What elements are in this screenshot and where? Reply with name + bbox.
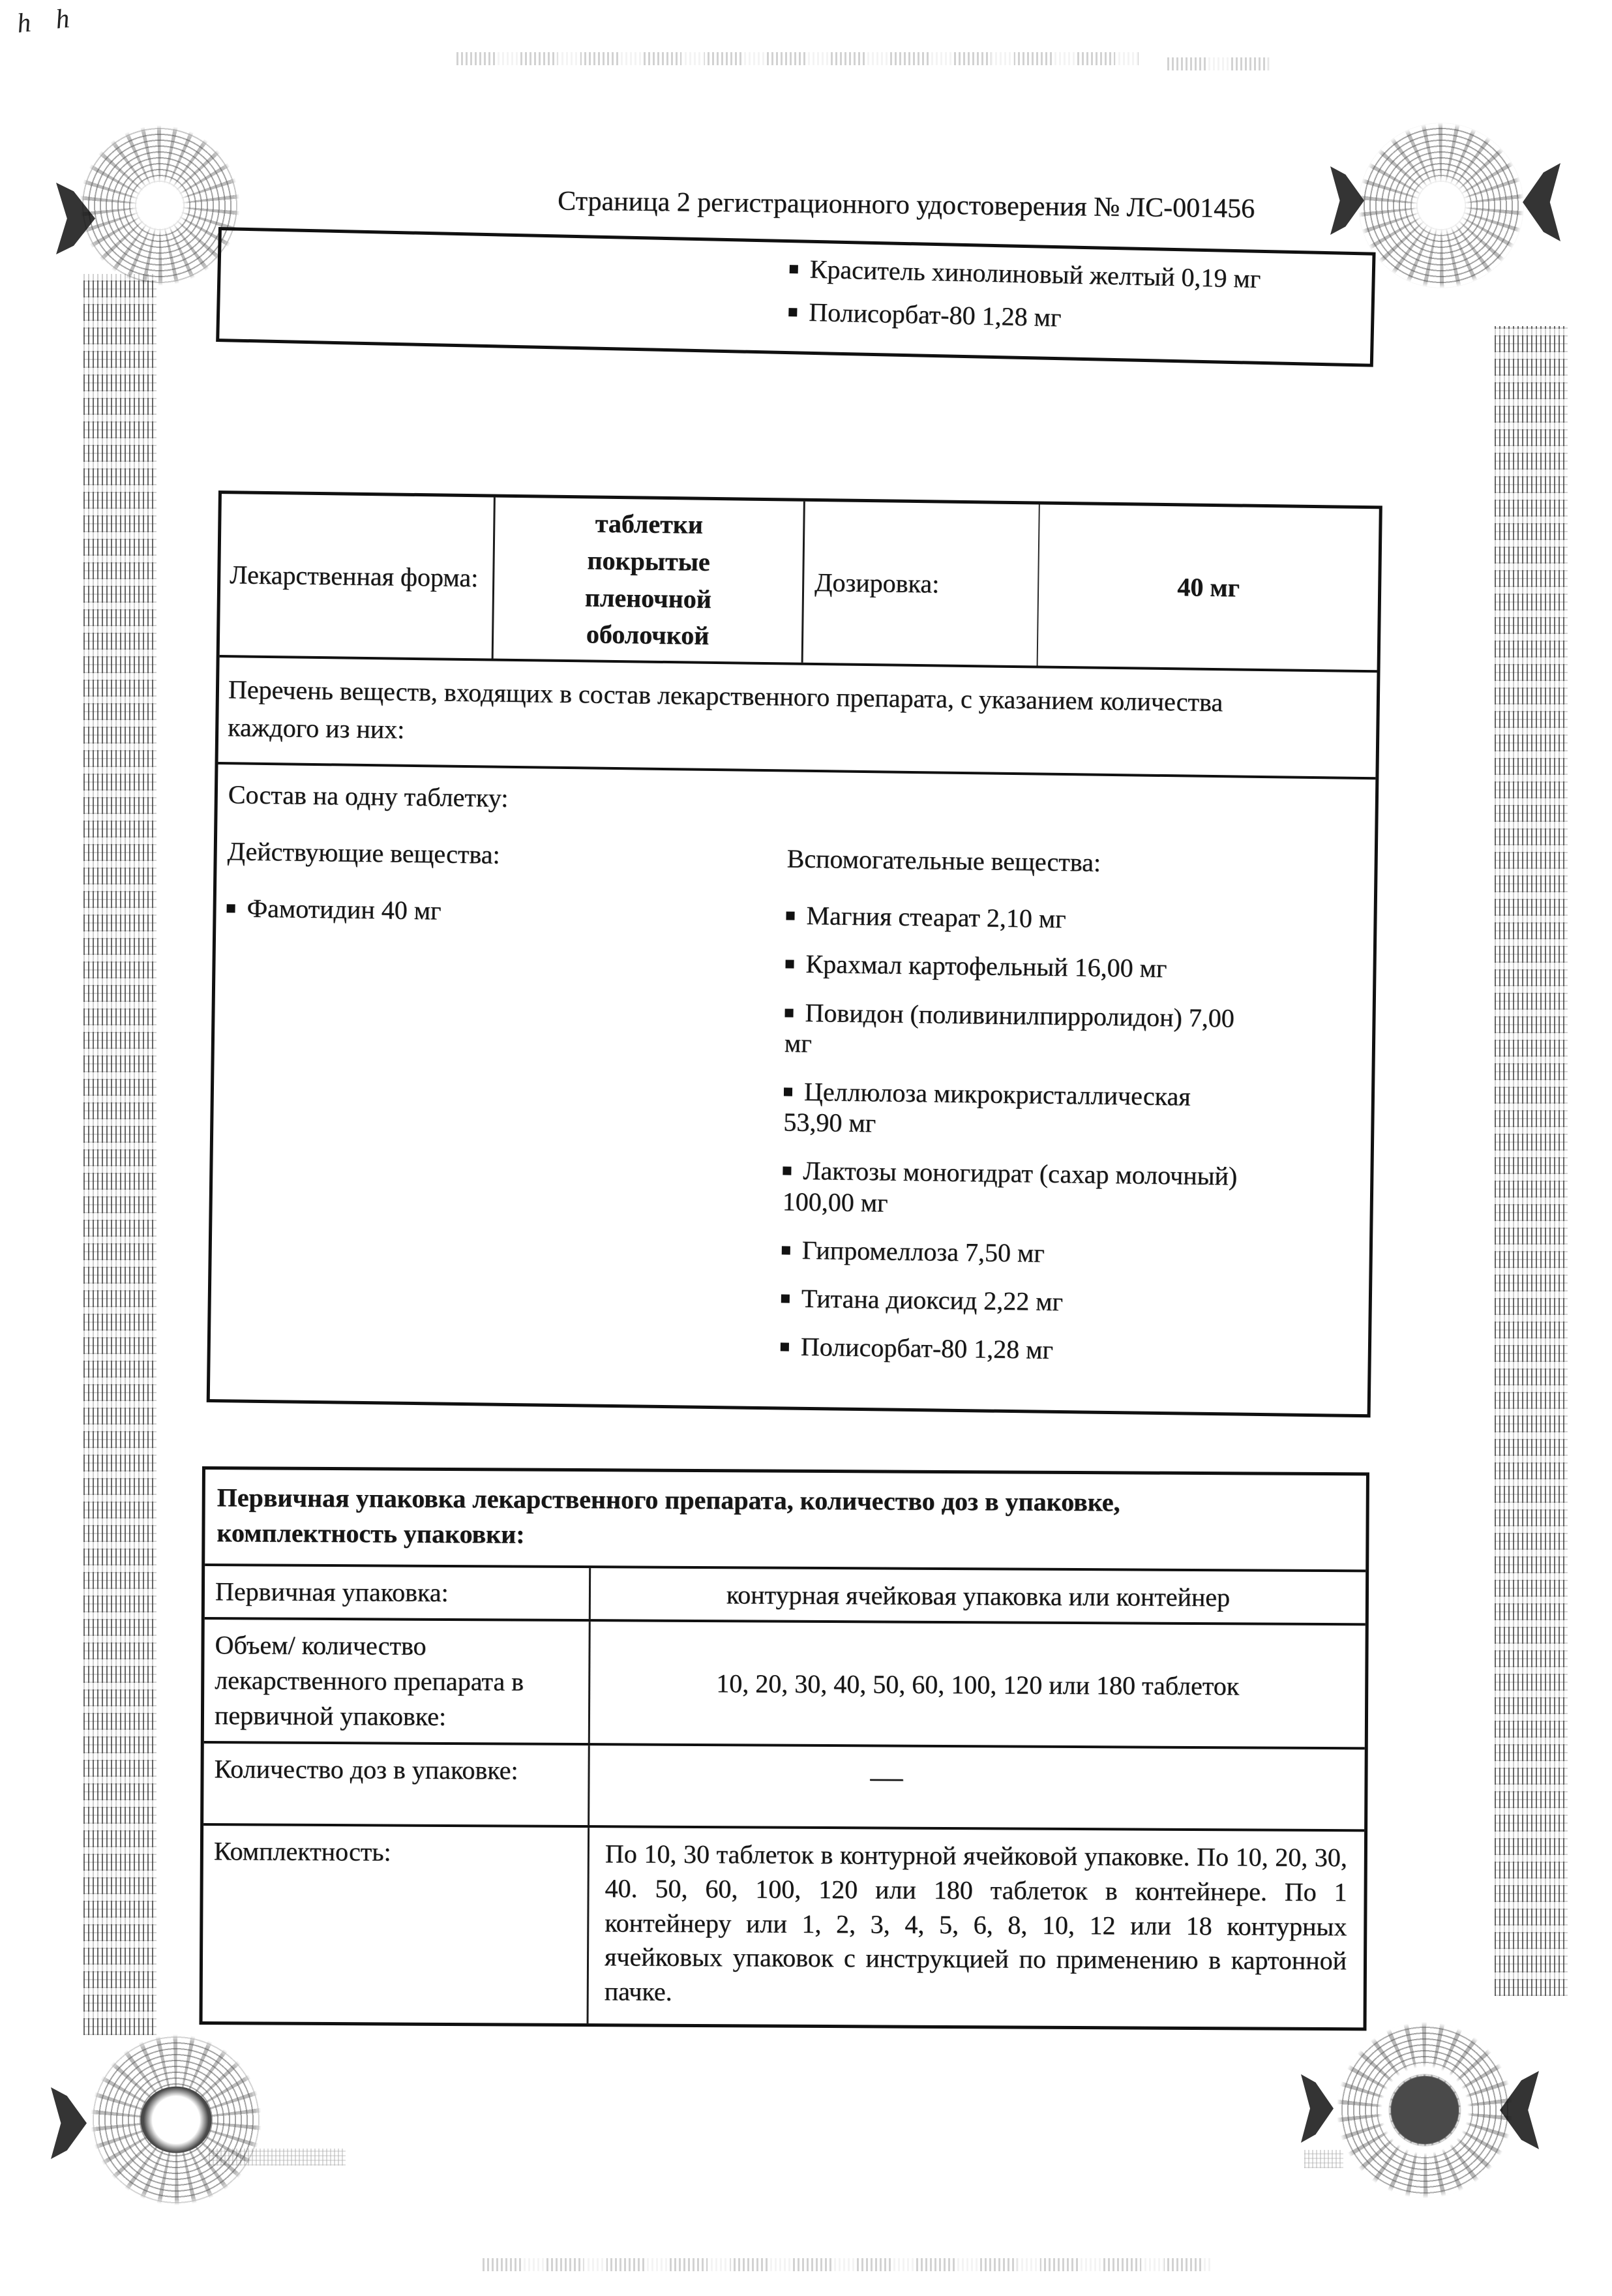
substances-heading: Перечень веществ, входящих в состав лекарственного препарата, с указанием количества каждого из них:: [227, 674, 1223, 744]
excipient-line: [788, 296, 1358, 340]
page-title: Страница 2 регистрационного удостоверения № ЛС-001456: [557, 186, 1255, 224]
scan-speckle-bottom-right: [1304, 2150, 1343, 2168]
substances-heading-row: [218, 655, 1377, 777]
drug-form-table: [207, 491, 1382, 1417]
bullet-marker: [784, 1087, 792, 1096]
table-row-primary-packaging: [205, 1563, 1366, 1623]
packaging-heading-row: [205, 1470, 1366, 1569]
table-row-volume: [204, 1617, 1366, 1747]
table-row-doses: [203, 1741, 1365, 1829]
composition-title: Состав на одну таблетку:: [228, 779, 509, 813]
bullet-marker: [786, 912, 794, 920]
active-substances-column: [226, 836, 583, 945]
bullet-marker: [790, 265, 798, 273]
aux-substance-item: Гипромеллоза 7,50 мг: [782, 1234, 1242, 1271]
composition-columns: [219, 836, 1366, 1387]
dosage-label: Дозировка:: [814, 567, 940, 599]
bullet-marker: [227, 904, 235, 913]
border-strip-right: [1495, 326, 1568, 1996]
bullet-marker: [781, 1294, 790, 1303]
form-value: таблетки покрытые пленочной оболочкой: [584, 508, 712, 651]
row-value: контурная ячейковая упаковка или контейнер: [726, 1579, 1231, 1612]
composition-row: [210, 762, 1376, 1414]
active-substance-item: Фамотидин 40 мг: [226, 892, 582, 928]
active-substances-heading: Действующие вещества:: [227, 836, 500, 869]
bullet-marker: [782, 1246, 790, 1254]
scan-smudge-top-2: [1167, 57, 1272, 70]
form-label-cell: [220, 494, 496, 659]
aux-substance-item: Лактозы моногидрат (сахар молочный) 100,00 мг: [782, 1156, 1238, 1218]
packaging-heading: Первичная упаковка лекарственного препарата, количество доз в упаковке, комплектность упаковки:: [216, 1483, 1120, 1549]
aux-substances-heading: Вспомогательные вещества:: [786, 843, 1101, 877]
row-value: По 10, 30 таблеток в контурной ячейковой упаковке. По 10, 20, 30, 40. 50, 60, 100, 120 или 180 таблеток в контейнере. По 1 контейнеру или 1, 2, 3, 4, 5, 6, 8, 10, 12 или 18 контурных ячейковых упаковок с инструкцией по применению в картонной пачке.: [604, 1839, 1348, 2006]
bullet-marker: [783, 1167, 791, 1175]
bullet-marker: [785, 960, 794, 969]
row-label: Объем/ количество лекарственного препарата в первичной упаковке:: [204, 1620, 591, 1743]
scan-speckle-bottom-left: [209, 2149, 346, 2166]
excipient-line: [789, 253, 1359, 297]
bullet-marker: [785, 1008, 794, 1017]
aux-substance-item: Крахмал картофельный 16,00 мг: [785, 948, 1246, 985]
bullet-marker: [781, 1342, 789, 1351]
excipient-item: Краситель хинолиновый желтый 0,19 мг: [809, 254, 1261, 294]
form-value-cell: [494, 498, 805, 663]
packaging-table: [200, 1466, 1369, 2031]
excipient-item: Полисорбат-80 1,28 мг: [808, 297, 1062, 333]
row-label: Количество доз в упаковке:: [203, 1744, 590, 1825]
bullet-marker: [788, 308, 797, 316]
form-label: Лекарственная форма:: [230, 559, 479, 592]
aux-substance-item: Повидон (поливинилпирролидон) 7,00 мг: [784, 997, 1235, 1058]
scan-smudge-bottom: [483, 2258, 1213, 2271]
scan-smudge-top: [456, 52, 1141, 65]
dosage-label-cell: [803, 502, 1040, 666]
table-row-completeness: [203, 1823, 1365, 2027]
aux-substance-item: Полисорбат-80 1,28 мг: [781, 1331, 1241, 1367]
row-label: Комплектность:: [203, 1826, 590, 2023]
dosage-value: 40 мг: [1177, 572, 1240, 603]
excipients-continued-box: [216, 227, 1375, 367]
row-value-dash: —: [870, 1758, 903, 1795]
row-label: Первичная упаковка:: [205, 1566, 591, 1619]
aux-substance-item: Магния стеарат 2,10 мг: [786, 900, 1246, 937]
aux-substance-item: Целлюлоза микрокристаллическая 53,90 мг: [783, 1076, 1191, 1138]
dosage-value-cell: [1038, 504, 1379, 670]
handwritten-mark: h h: [15, 3, 80, 39]
row-value: 10, 20, 30, 40, 50, 60, 100, 120 или 180 таблеток: [716, 1668, 1240, 1700]
border-strip-left: [83, 274, 157, 2035]
form-dosage-row: [220, 494, 1379, 670]
aux-substances-column: [780, 843, 1247, 1385]
aux-substance-item: Титана диоксид 2,22 мг: [781, 1282, 1242, 1319]
guilloche-rosette-bottom-left: [72, 2016, 280, 2224]
